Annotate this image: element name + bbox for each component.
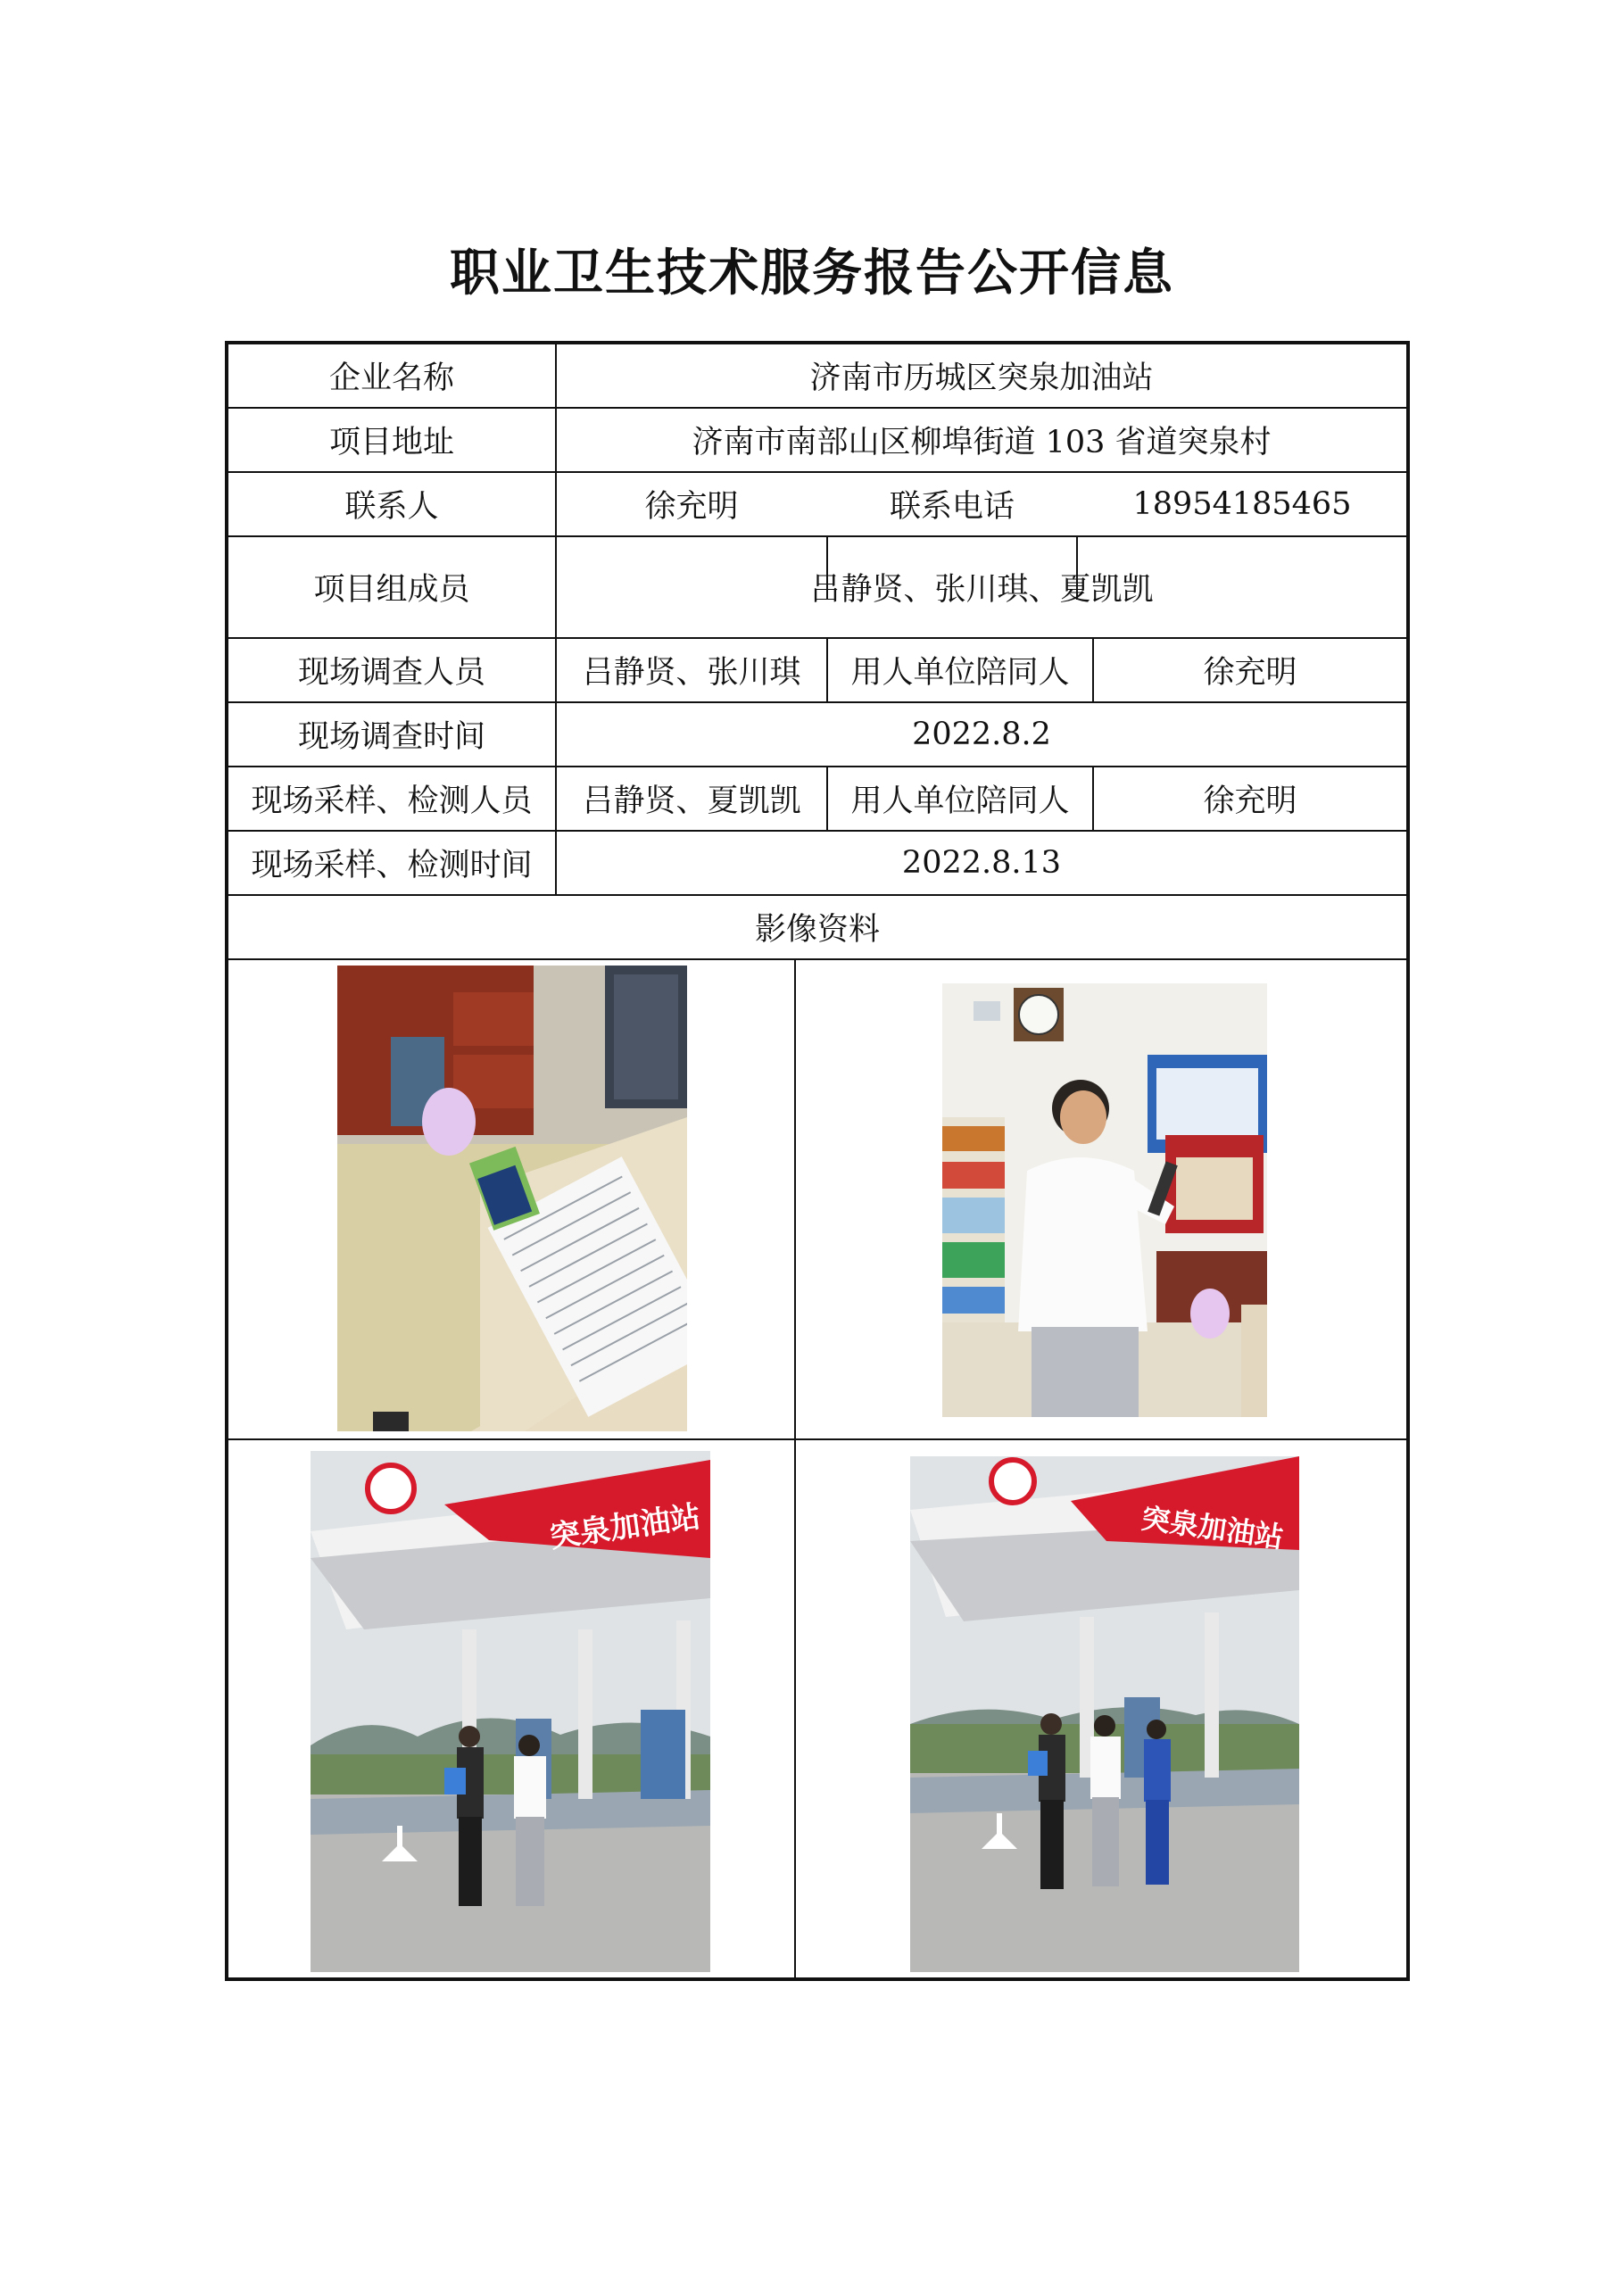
survey-escort-label: 用人单位陪同人 <box>850 655 1070 691</box>
sampling-time-value: 2022.8.13 <box>901 845 1062 881</box>
phone-value: 18954185465 <box>1132 486 1352 522</box>
survey-time-value: 2022.8.2 <box>912 717 1051 752</box>
survey-time-label: 现场调查时间 <box>297 719 485 755</box>
photo-shop-worker <box>942 983 1267 1417</box>
photo-station-two-people <box>311 1451 710 1972</box>
enterprise-label: 企业名称 <box>328 361 454 396</box>
sampling-staff-label: 现场采样、检测人员 <box>251 783 533 819</box>
survey-staff-label: 现场调查人员 <box>297 655 485 691</box>
members-value: 吕静贤、张川琪、夏凯凯 <box>809 572 1154 608</box>
photo-station-three-people <box>910 1456 1299 1972</box>
survey-staff-value: 吕静贤、张川琪 <box>582 655 801 691</box>
station-sign-text: 突泉加油站 <box>547 1498 703 1555</box>
contact-value: 徐充明 <box>644 489 739 525</box>
address-label: 项目地址 <box>328 425 454 460</box>
sampling-escort-value: 徐充明 <box>1203 783 1297 819</box>
info-table <box>225 341 1410 1981</box>
members-label: 项目组成员 <box>313 572 470 608</box>
address-value: 济南市南部山区柳埠街道 103 省道突泉村 <box>692 425 1272 460</box>
photo-office-desk <box>337 966 687 1431</box>
station-sign-text: 突泉加油站 <box>1139 1501 1286 1555</box>
enterprise-value: 济南市历城区突泉加油站 <box>809 361 1154 396</box>
images-label: 影像资料 <box>754 912 880 948</box>
phone-label: 联系电话 <box>889 489 1015 525</box>
sampling-escort-label: 用人单位陪同人 <box>850 783 1070 819</box>
sampling-time-label: 现场采样、检测时间 <box>251 848 533 883</box>
survey-escort-value: 徐充明 <box>1203 655 1297 691</box>
page-title: 职业卫生技术服务报告公开信息 <box>450 245 1174 303</box>
sampling-staff-value: 吕静贤、夏凯凯 <box>582 783 801 819</box>
contact-label: 联系人 <box>344 489 439 525</box>
